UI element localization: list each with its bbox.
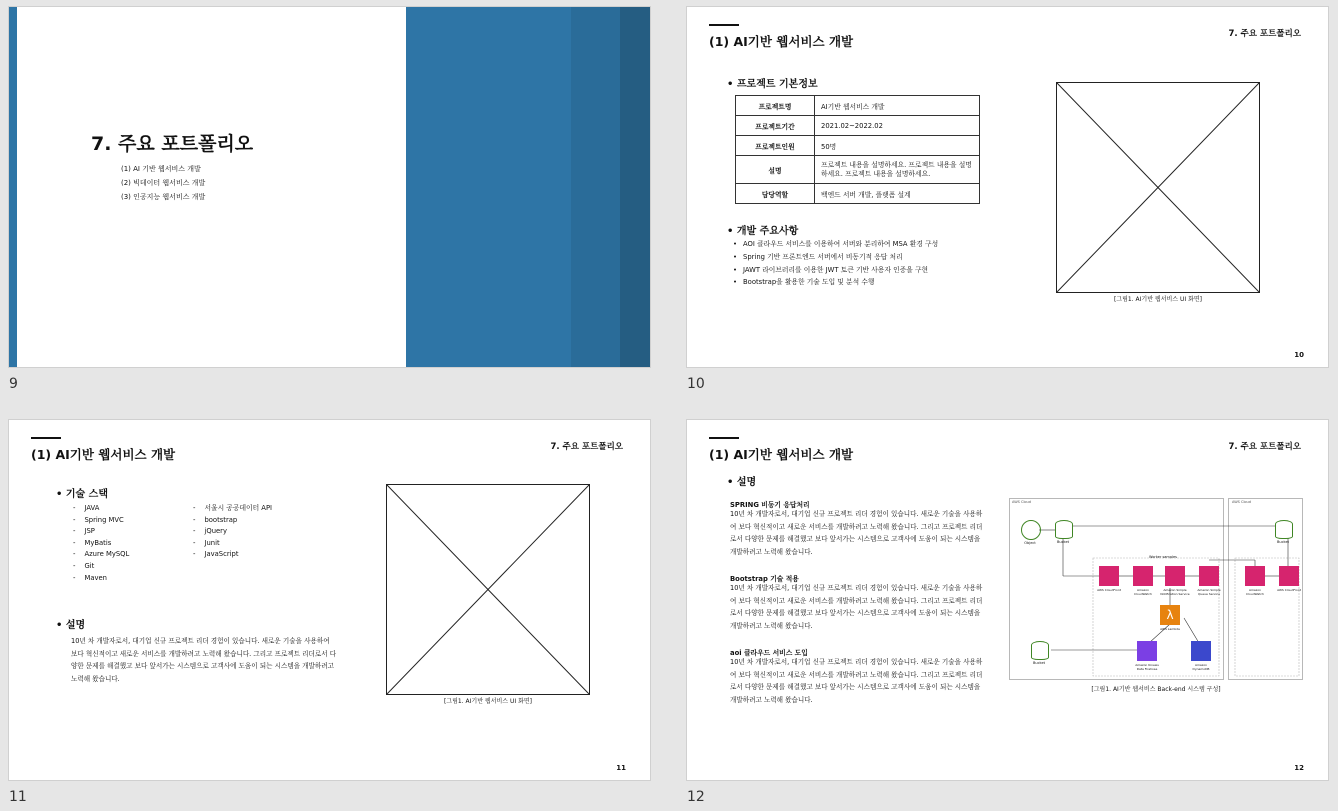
- figure-caption: [그림1. AI기반 웹서비스 UI 화면]: [1113, 296, 1203, 303]
- header-rule: [709, 437, 739, 439]
- cloudfront-icon: [1279, 566, 1299, 586]
- bucket-icon: [1055, 520, 1073, 539]
- right-band-dark: [620, 7, 650, 367]
- left-accent-bar: [9, 7, 17, 367]
- slide-number: 10: [687, 376, 705, 392]
- table-row: 프로젝트기간 2021.02~2022.02: [736, 116, 980, 136]
- list-item: - bootstrap: [193, 515, 272, 527]
- list-item: - Spring MVC: [73, 515, 129, 527]
- figure-caption: [그림1. AI기반 웹서비스 UI 화면]: [443, 698, 533, 705]
- section-item: (3) 인공지능 웹서비스 개발: [121, 193, 206, 201]
- list-item: - JSP: [73, 526, 129, 538]
- dynamodb-label: Amazon DynamoDB: [1192, 663, 1210, 671]
- cloudwatch-icon: [1133, 566, 1153, 586]
- bucket-icon: [1031, 641, 1049, 660]
- chapter-label: 7. 주요 포트폴리오: [550, 442, 623, 452]
- cloudwatch-label: Amazon CloudWatch: [1134, 588, 1152, 596]
- sns-label: Amazon Simple Notification Service: [1160, 588, 1190, 596]
- page-number: 10: [1294, 351, 1304, 359]
- list-item: - JAVA: [73, 503, 129, 515]
- bucket-label: Bucket: [1277, 540, 1289, 544]
- slide-thumbnail-11[interactable]: [9, 420, 650, 780]
- architecture-diagram: [1009, 498, 1303, 680]
- bucket-icon: [1275, 520, 1293, 539]
- cloudfront-label: AWS CloudFront: [1097, 588, 1121, 592]
- sns-icon: [1165, 566, 1185, 586]
- table-row: 담당역할 백엔드 서버 개발, 플랫폼 설계: [736, 184, 980, 204]
- desc-block-1-title: SPRING 비동기 응답처리: [730, 501, 810, 509]
- header-rule: [31, 437, 61, 439]
- list-item: • JAWT 라이브러리를 이용한 JWT 토큰 기반 사용자 인증을 구현: [733, 264, 938, 277]
- cloud-label-right: AWS Cloud: [1232, 500, 1251, 504]
- right-band-main: [406, 7, 571, 367]
- figure-caption: [그림1. AI기반 웹서비스 Back-end 시스템 구성]: [1091, 686, 1221, 693]
- page-number: 12: [1294, 764, 1304, 772]
- slide-title: (1) AI기반 웹서비스 개발: [709, 34, 854, 49]
- section-title: 7. 주요 포트폴리오: [91, 133, 254, 155]
- table-row: 프로젝트인원 50명: [736, 136, 980, 156]
- list-item: - Git: [73, 561, 129, 573]
- cloudwatch-icon: [1245, 566, 1265, 586]
- desc-heading: • 설명: [727, 473, 756, 488]
- lambda-icon: λ: [1160, 605, 1180, 625]
- description-text: 10년 차 개발자로서, 대기업 신규 프로젝트 리더 경험이 있습니다. 새로운 기술을 사용하여 보다 혁신적이고 새로운 서비스를 개발하려고 노력해 왔습니다. 그리고 프로젝트 리더로서 다양한 문제를 해결했고 보다 앞서가는 시스템으로 고객사에 도움이 되는 시스템을 개발하려고 노력해 왔습니다.: [71, 637, 337, 683]
- placeholder-cross-icon: [1057, 83, 1259, 292]
- desc-block-1-text: 10년 차 개발자로서, 대기업 신규 프로젝트 리더 경험이 있습니다. 새로운 기술을 사용하여 보다 혁신적이고 새로운 서비스를 개발하려고 노력해 왔습니다. 그리고 프로젝트 리더로서 다양한 문제를 해결했고 보다 앞서가는 시스템으로 고객사에 도움이 되는 시스템을 개발하려고 노력해 왔습니다.: [730, 510, 983, 556]
- slide-number: 12: [687, 789, 705, 805]
- desc-block-2-title: Bootstrap 기술 적용: [730, 575, 799, 583]
- section-item: (1) AI 기반 웹서비스 개발: [121, 165, 201, 173]
- stack-heading: • 기술 스택: [56, 485, 108, 500]
- list-item: • Bootstrap을 활용한 기술 도입 및 분석 수행: [733, 276, 938, 289]
- table-row: 설명 프로젝트 내용을 설명하세요. 프로젝트 내용을 설명하세요. 프로젝트 내용을 설명하세요.: [736, 156, 980, 184]
- desc-block-3-title: aoi 클라우드 서비스 도입: [730, 649, 808, 657]
- desc-heading: • 설명: [56, 616, 85, 631]
- sqs-label: Amazon Simple Queue Service: [1197, 588, 1221, 596]
- dynamodb-icon: [1191, 641, 1211, 661]
- cloudfront-icon: [1099, 566, 1119, 586]
- stack-list-right: [193, 503, 272, 561]
- section-item: (2) 빅데이터 웹서비스 개발: [121, 179, 206, 187]
- dev-list: [733, 238, 938, 289]
- list-item: - Azure MySQL: [73, 549, 129, 561]
- object-label: Object: [1024, 541, 1036, 545]
- cloud-label-left: AWS Cloud: [1012, 500, 1031, 504]
- slide-number: 11: [9, 789, 27, 805]
- firehose-label: Amazon Kinesis Data Firehose: [1135, 663, 1159, 671]
- list-item: - 서울시 공공데이터 API: [193, 503, 272, 515]
- list-item: - Maven: [73, 573, 129, 585]
- list-item: - Junit: [193, 538, 272, 550]
- placeholder-cross-icon: [387, 485, 589, 694]
- dev-heading: • 개발 주요사항: [727, 222, 798, 237]
- slide-thumbnail-9[interactable]: [9, 7, 650, 367]
- image-placeholder: [386, 484, 590, 695]
- table-row: 프로젝트명 AI기반 웹서비스 개발: [736, 96, 980, 116]
- object-icon: [1021, 520, 1041, 540]
- stack-list-left: [73, 503, 129, 584]
- worker-label: Worker samples: [1149, 555, 1177, 559]
- right-band-mid: [571, 7, 620, 367]
- desc-block-3-text: 10년 차 개발자로서, 대기업 신규 프로젝트 리더 경험이 있습니다. 새로운 기술을 사용하여 보다 혁신적이고 새로운 서비스를 개발하려고 노력해 왔습니다. 그리고 프로젝트 리더로서 다양한 문제를 해결했고 보다 앞서가는 시스템으로 고객사에 도움이 되는 시스템을 개발하려고 노력해 왔습니다.: [730, 658, 983, 704]
- desc-block-2-text: 10년 차 개발자로서, 대기업 신규 프로젝트 리더 경험이 있습니다. 새로운 기술을 사용하여 보다 혁신적이고 새로운 서비스를 개발하려고 노력해 왔습니다. 그리고 프로젝트 리더로서 다양한 문제를 해결했고 보다 앞서가는 시스템으로 고객사에 도움이 되는 시스템을 개발하려고 노력해 왔습니다.: [730, 584, 983, 630]
- header-rule: [709, 24, 739, 26]
- list-item: • AOI 클라우드 서비스를 이용하여 서버와 분리하여 MSA 환경 구성: [733, 238, 938, 251]
- image-placeholder: [1056, 82, 1260, 293]
- list-item: - jQuery: [193, 526, 272, 538]
- project-info-table: [735, 95, 980, 204]
- slide-thumbnail-12[interactable]: [687, 420, 1328, 780]
- slide-title: (1) AI기반 웹서비스 개발: [709, 447, 854, 462]
- chapter-label: 7. 주요 포트폴리오: [1228, 29, 1301, 39]
- list-item: • Spring 기반 프론트엔드 서버에서 비동기적 응답 처리: [733, 251, 938, 264]
- slide-number: 9: [9, 376, 18, 392]
- firehose-icon: [1137, 641, 1157, 661]
- list-item: - MyBatis: [73, 538, 129, 550]
- lambda-label: AWS Lambda: [1160, 627, 1180, 631]
- slide-title: (1) AI기반 웹서비스 개발: [31, 447, 176, 462]
- cloudwatch-label: Amazon CloudWatch: [1246, 588, 1264, 596]
- slide-thumbnail-10[interactable]: [687, 7, 1328, 367]
- list-item: - JavaScript: [193, 549, 272, 561]
- chapter-label: 7. 주요 포트폴리오: [1228, 442, 1301, 452]
- cloudfront-label: AWS CloudFront: [1277, 588, 1301, 592]
- sqs-icon: [1199, 566, 1219, 586]
- bucket-label: Bucket: [1033, 661, 1045, 665]
- page-number: 11: [616, 764, 626, 772]
- info-heading: • 프로젝트 기본정보: [727, 75, 818, 90]
- bucket-label: Bucket: [1057, 540, 1069, 544]
